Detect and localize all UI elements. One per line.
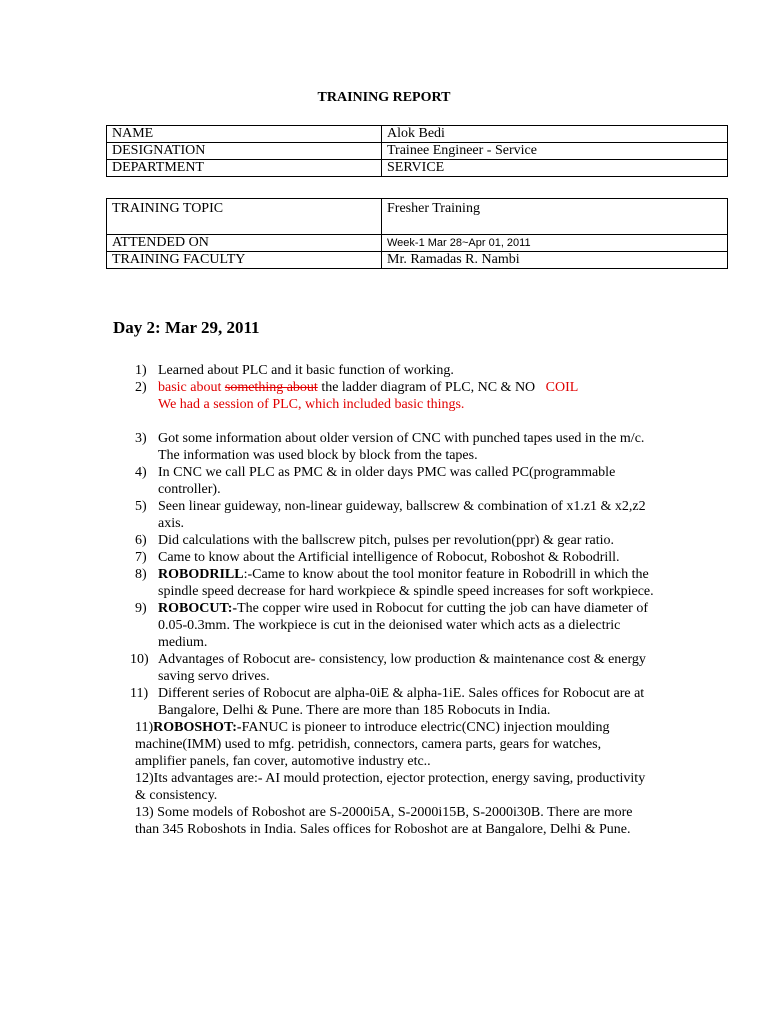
paragraph: 12)Its advantages are:- AI mould protection, ejector protection, energy saving, productivity & consistency.: [135, 771, 646, 803]
paragraph: [135, 719, 655, 770]
para-number: 11): [135, 720, 154, 735]
list-item: [135, 430, 655, 464]
row-value: Mr. Ramadas R. Nambi: [382, 252, 728, 269]
item-text: basic about: [158, 380, 225, 395]
item-text: The copper wire used in Robocut for cutting the job can have diameter of 0.05-0.3mm. The workpiece is cut in the deionised water which acts as a dielectric medium.: [158, 601, 648, 650]
table-row: [107, 143, 728, 160]
report-body: [130, 362, 655, 838]
list-item: [135, 566, 655, 600]
item-text: Advantages of Robocut are- consistency, low production & maintenance cost & energy saving servo drives.: [158, 652, 646, 684]
table-row: [107, 126, 728, 143]
item-text: Learned about PLC and it basic function of working.: [158, 363, 454, 378]
row-label: NAME: [107, 126, 382, 143]
item-heading: ROBODRILL: [158, 567, 244, 582]
paragraph: 13) Some models of Roboshot are S-2000i5A, S-2000i15B, S-2000i30B. There are more than 345 Roboshots in India. Sales offices for Roboshot are at Bangalore, Delhi & Pune.: [135, 805, 633, 837]
session-note: We had a session of PLC, which included basic things.: [158, 397, 465, 412]
item-text: Got some information about older version of CNC with punched tapes used in the m/c. The information was used block by block from the tapes.: [158, 431, 645, 463]
coil-text: COIL: [545, 380, 579, 395]
item-number: 2): [135, 380, 147, 395]
item-number: 1): [135, 363, 147, 378]
row-label: TRAINING TOPIC: [107, 199, 382, 235]
row-label: TRAINING FACULTY: [107, 252, 382, 269]
item-number: 6): [135, 533, 147, 548]
row-value: Week-1 Mar 28~Apr 01, 2011: [382, 235, 728, 252]
report-title: TRAINING REPORT: [317, 90, 451, 105]
list-item: [135, 549, 655, 566]
item-text: Seen linear guideway, non-linear guideway, ballscrew & combination of x1.z1 & x2,z2 axis.: [158, 499, 646, 531]
row-value: Fresher Training: [382, 199, 728, 235]
item-number: 10): [130, 652, 149, 667]
item-text: In CNC we call PLC as PMC & in older days PMC was called PC(programmable controller).: [158, 465, 616, 497]
item-heading: ROBOCUT:-: [158, 601, 238, 616]
item-number: 3): [135, 431, 147, 446]
item-number: 11): [130, 686, 149, 701]
employee-info-table: [106, 125, 728, 177]
row-value: SERVICE: [382, 160, 728, 177]
item-text: Different series of Robocut are alpha-0iE & alpha-1iE. Sales offices for Robocut are at Bangalore, Delhi & Pune. There are more than 185 Robocuts in India.: [158, 686, 645, 718]
table-row: [107, 252, 728, 269]
list-item: [130, 685, 655, 719]
item-text: :-Came to know about the tool monitor feature in Robodrill in which the spindle speed decrease for hard workpiece & spindle speed increases for soft workpiece.: [158, 567, 654, 599]
item-text: Came to know about the Artificial intelligence of Robocut, Roboshot & Robodrill.: [158, 550, 620, 565]
list-item: [135, 600, 655, 651]
list-item: [135, 464, 655, 498]
row-label: DEPARTMENT: [107, 160, 382, 177]
list-item: [135, 498, 655, 532]
list-item: [135, 379, 655, 413]
day-heading: Day 2: Mar 29, 2011: [113, 318, 260, 337]
list-item: [135, 532, 655, 549]
item-text: Did calculations with the ballscrew pitch, pulses per revolution(ppr) & gear ratio.: [158, 533, 615, 548]
table-row: [107, 199, 728, 235]
item-text: the ladder diagram of PLC, NC & NO: [317, 380, 546, 395]
row-label: ATTENDED ON: [107, 235, 382, 252]
item-number: 7): [135, 550, 147, 565]
training-info-table: [106, 198, 728, 269]
row-value: Trainee Engineer - Service: [382, 143, 728, 160]
para-heading: ROBOSHOT:-: [153, 720, 242, 735]
item-number: 5): [135, 499, 147, 514]
row-label: DESIGNATION: [107, 143, 382, 160]
list-item: [130, 651, 655, 685]
table-row: [107, 160, 728, 177]
item-number: 9): [135, 601, 147, 616]
struck-text: something about: [224, 380, 318, 395]
para-text: FANUC is pioneer to introduce electric(CNC) injection moulding machine(IMM) used to mfg. petridish, connectors, camera parts, gears for watches, amplifier panels, fan cover, automotive industry etc..: [135, 720, 610, 769]
item-number: 4): [135, 465, 147, 480]
item-number: 8): [135, 567, 147, 582]
row-value: Alok Bedi: [382, 126, 728, 143]
table-row: [107, 235, 728, 252]
list-item: [135, 362, 655, 379]
